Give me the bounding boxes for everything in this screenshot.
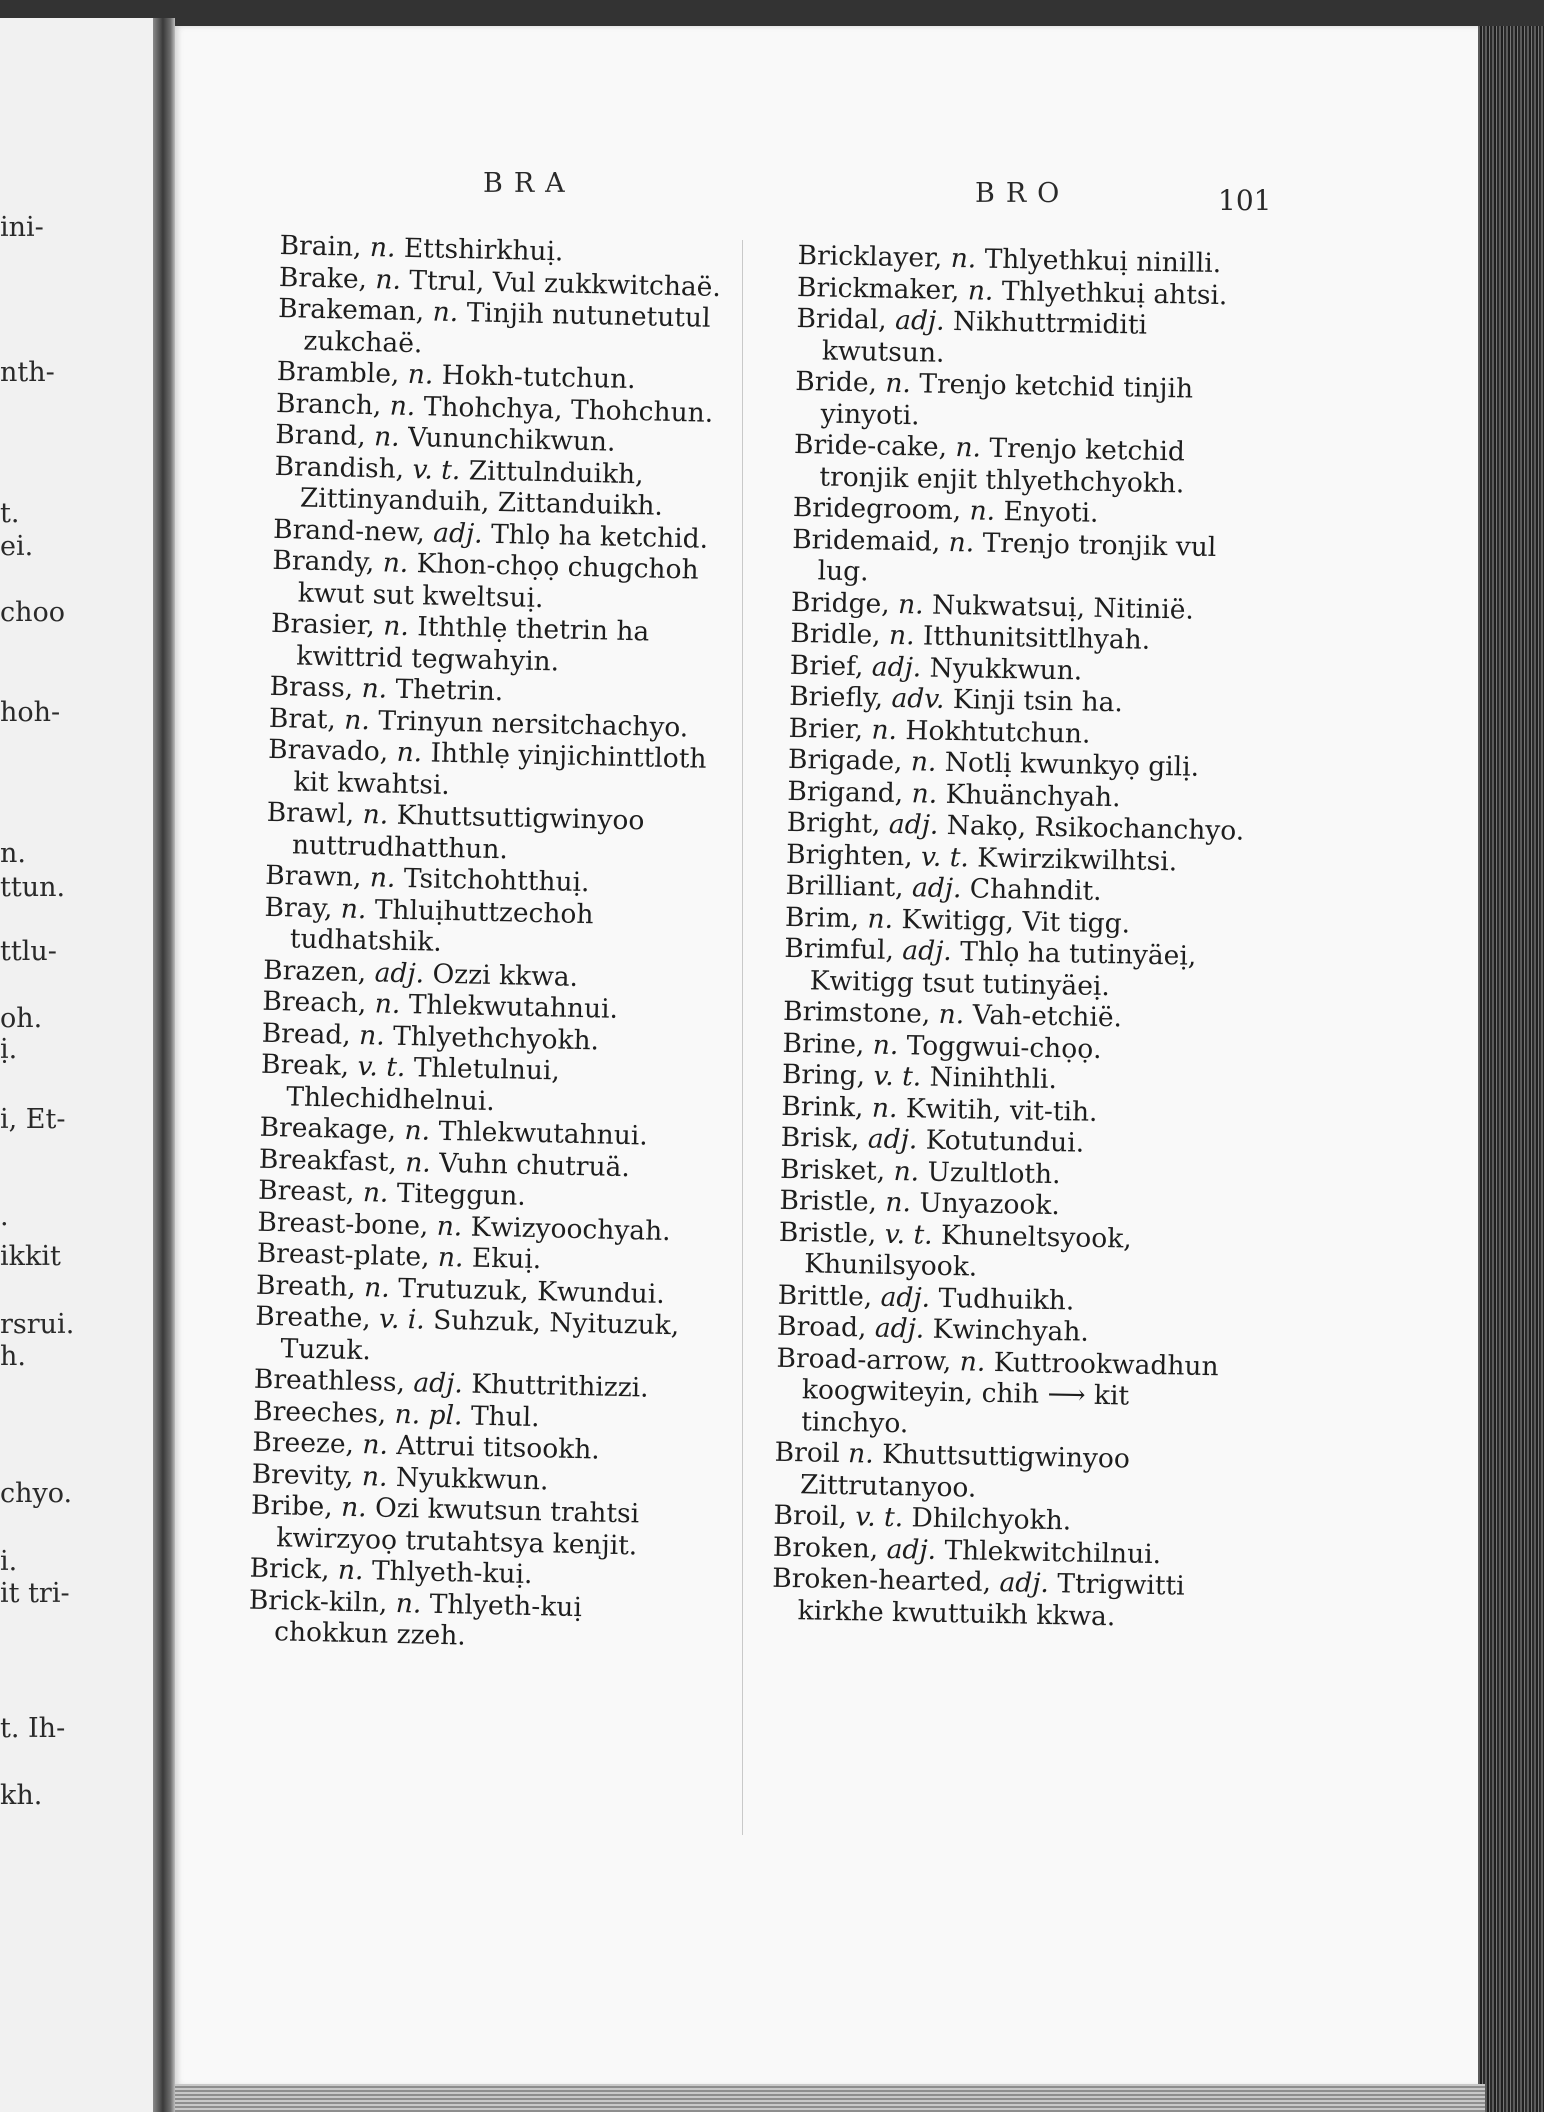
entry-headword: Bridemaid,	[791, 523, 941, 558]
entry-part-of-speech: n.	[955, 432, 982, 464]
entry-headword: Brevity,	[251, 1458, 354, 1492]
entry-definition: Unyazook.	[919, 1187, 1061, 1222]
entry-headword: Brat,	[268, 702, 337, 735]
entry-definition: Titeggun.	[396, 1177, 527, 1212]
entry-part-of-speech: n.	[404, 1146, 432, 1179]
entry-headword: Brisk,	[780, 1121, 860, 1155]
dictionary-entry	[794, 366, 1263, 438]
entry-part-of-speech: adj.	[871, 650, 922, 683]
entry-definition: Hokh-tutchun.	[441, 359, 637, 396]
entry-definition: Nikhuttrmiditi kwutsun.	[821, 305, 1148, 369]
scanner-top-edge	[0, 0, 1544, 26]
entry-part-of-speech: adj.	[911, 872, 962, 905]
entry-headword: Bread,	[261, 1017, 352, 1051]
entry-part-of-speech: adj.	[874, 1312, 925, 1345]
entry-part-of-speech: n.	[362, 1429, 389, 1461]
entry-part-of-speech: n.	[893, 1155, 920, 1187]
entry-definition: Vuhn chutruä.	[438, 1147, 631, 1183]
entry-headword: Bridle,	[790, 617, 881, 651]
entry-part-of-speech: n.	[361, 672, 388, 705]
entry-part-of-speech: adj.	[999, 1567, 1050, 1600]
entry-part-of-speech: n.	[867, 902, 894, 935]
entry-definition: Suhzuk, Nyituzuk, Tuzuk.	[280, 1304, 680, 1366]
dictionary-entry	[778, 1216, 1247, 1288]
entry-part-of-speech: adj.	[867, 1123, 918, 1156]
entry-part-of-speech: n.	[363, 1271, 391, 1304]
entry-definition: Thlọ ha tutinyäeị, Kwitigg tsut tutinyäeị.	[809, 936, 1197, 1002]
entry-part-of-speech: adj.	[888, 808, 939, 841]
entry-part-of-speech: n.	[362, 1177, 389, 1209]
entry-headword: Brisket,	[779, 1153, 886, 1187]
entry-part-of-speech: n.	[938, 998, 965, 1031]
entry-definition: Thlyeth-kuị.	[371, 1555, 533, 1591]
entry-part-of-speech: n.	[967, 274, 994, 307]
entry-headword: Bridal,	[796, 302, 888, 336]
entry-headword: Briefly,	[788, 680, 884, 714]
entry-headword: Brink,	[781, 1090, 864, 1123]
entry-headword: Bristle,	[779, 1184, 878, 1218]
entry-definition: Ninihthli.	[929, 1061, 1058, 1096]
entry-headword: Breast-bone,	[257, 1206, 429, 1242]
entry-part-of-speech: n.	[383, 610, 410, 643]
facing-page-fragment: t. Ih-	[0, 1713, 66, 1744]
page-stack-edge	[1478, 26, 1544, 2112]
entry-headword: Brine,	[782, 1027, 865, 1060]
entry-headword: Brasier,	[270, 607, 376, 642]
facing-page-fragment: hoh-	[0, 697, 61, 728]
entry-definition: Toggwui-chọọ.	[906, 1029, 1102, 1065]
entry-definition: Itthunitsittlhyah.	[922, 620, 1151, 656]
entry-part-of-speech: n.	[404, 1115, 431, 1147]
entry-part-of-speech: n.	[436, 1210, 463, 1242]
entry-headword: Broil,	[773, 1499, 848, 1533]
entry-part-of-speech: adj.	[886, 1533, 937, 1566]
entry-headword: Breeches,	[252, 1395, 387, 1430]
facing-left-page	[0, 18, 160, 2112]
entry-headword: Breast-plate,	[256, 1237, 430, 1273]
entry-headword: Bridge,	[790, 586, 890, 620]
dictionary-entry	[793, 429, 1262, 501]
facing-page-fragment: n.	[0, 838, 26, 869]
entry-definition: Khuneltsyook, Khunilsyook.	[804, 1219, 1133, 1283]
entry-part-of-speech: n.	[437, 1241, 464, 1274]
dictionary-entry	[264, 891, 717, 964]
entry-part-of-speech: n.	[362, 799, 389, 831]
dictionary-entry	[274, 450, 727, 523]
entry-headword: Breakage,	[259, 1111, 397, 1146]
entry-definition: Kuttrookwadhun koogwiteyin, chih ⟶ kit tinchyo.	[801, 1346, 1219, 1439]
entry-definition: Khuttsuttigwinyoo Zittrutanyoo.	[799, 1438, 1131, 1504]
facing-page-fragment: choo	[0, 597, 66, 628]
entry-definition: Thlyethkuị ninilli.	[984, 243, 1222, 280]
entry-definition: Thlekwutahnui.	[438, 1115, 649, 1152]
entry-headword: Brandy,	[272, 544, 375, 579]
entry-definition: Kwinchyah.	[932, 1313, 1090, 1348]
facing-page-fragment: i.	[0, 1546, 18, 1577]
entry-definition: Ettshirkhuị.	[403, 232, 564, 268]
entry-part-of-speech: n.	[369, 862, 396, 894]
entry-headword: Brain,	[279, 230, 362, 263]
entry-headword: Brier,	[788, 712, 864, 745]
entry-definition: Trenjo ketchid tinjih yinyoti.	[820, 368, 1194, 431]
entry-definition: Notlị kwunkyọ gilị.	[944, 746, 1200, 783]
entry-definition: Trutuzuk, Kwundui.	[397, 1272, 666, 1310]
entry-headword: Broil	[774, 1436, 841, 1470]
right-running-head: BRO	[975, 178, 1071, 209]
entry-definition: Thlekwutahnui.	[408, 989, 619, 1025]
entry-part-of-speech: adv.	[891, 682, 945, 715]
entry-part-of-speech: adj.	[880, 1281, 931, 1314]
entry-definition: Nyukkwun.	[395, 1461, 549, 1496]
facing-page-fragment: ttun.	[0, 872, 66, 903]
entry-headword: Brake,	[278, 261, 368, 295]
dictionary-entry	[266, 797, 719, 870]
facing-page-fragment: kh.	[0, 1780, 43, 1811]
entry-part-of-speech: n.	[396, 736, 423, 769]
left-running-head: BRA	[483, 168, 576, 199]
entry-headword: Brazen,	[262, 954, 367, 988]
entry-part-of-speech: v. t.	[884, 1218, 933, 1251]
entry-part-of-speech: n.	[897, 588, 924, 620]
entry-part-of-speech: n.	[847, 1438, 874, 1470]
entry-part-of-speech: v. t.	[412, 453, 461, 486]
entry-headword: Bridegroom,	[792, 491, 962, 527]
entry-definition: Nyukkwun.	[929, 652, 1083, 687]
entry-definition: Thlyeth-kuị chokkun zzeh.	[273, 1588, 583, 1652]
entry-definition: Kwitigg, Vit tigg.	[901, 903, 1131, 939]
entry-headword: Brass,	[269, 670, 354, 704]
entry-headword: Breakfast,	[258, 1143, 398, 1178]
entry-headword: Bright,	[786, 806, 881, 840]
entry-definition: Ttrul, Vul zukkwitchaë.	[409, 264, 722, 303]
entry-part-of-speech: n.	[358, 1019, 386, 1052]
entry-part-of-speech: n.	[885, 367, 912, 400]
facing-page-fragment: ttlu-	[0, 936, 57, 967]
entry-headword: Bride-cake,	[793, 428, 948, 463]
entry-definition: Thletulnui, Thlechidhelnui.	[285, 1052, 561, 1117]
entry-definition: Kinji tsin ha.	[952, 684, 1124, 719]
facing-page-fragment: ei.	[0, 531, 34, 562]
entry-definition: Trenjo tronjik vul lug.	[817, 527, 1217, 588]
entry-part-of-speech: n.	[911, 777, 938, 810]
entry-part-of-speech: adj.	[902, 935, 953, 968]
entry-part-of-speech: n.	[948, 526, 975, 558]
facing-page-fragment: t.	[0, 498, 20, 529]
dictionary-entry	[775, 1342, 1245, 1445]
entry-definition: Ozzi kkwa.	[432, 958, 579, 993]
entry-part-of-speech: v. t.	[920, 840, 970, 873]
dictionary-entry	[771, 1563, 1240, 1635]
entry-headword: Brick,	[249, 1552, 330, 1586]
entry-headword: Bramble,	[276, 355, 400, 390]
entry-definition: Thetrin.	[395, 673, 504, 708]
entry-definition: Thohchya, Thohchun.	[423, 390, 714, 429]
entry-definition: Thlyethchyokh.	[392, 1020, 600, 1056]
entry-part-of-speech: n.	[340, 893, 367, 925]
facing-page-fragment: it tri-	[0, 1578, 70, 1609]
entry-definition: Nakọ, Rsikochanchyo.	[946, 809, 1245, 847]
dictionary-entry	[267, 734, 720, 807]
entry-headword: Bravado,	[267, 733, 389, 768]
facing-page-fragment: chyo.	[0, 1478, 73, 1509]
column-divider	[742, 240, 743, 1835]
entry-part-of-speech: v. i.	[378, 1303, 426, 1336]
left-dictionary-column	[248, 230, 732, 1657]
entry-part-of-speech: n.	[395, 1587, 422, 1620]
entry-headword: Breath,	[255, 1269, 357, 1303]
entry-headword: Bribe,	[250, 1489, 334, 1523]
entry-headword: Broken,	[772, 1531, 879, 1565]
entry-definition: Hokhtutchun.	[905, 714, 1091, 750]
entry-definition: Iththlẹ thetrin ha kwittrid tegwahyin.	[295, 611, 650, 677]
dictionary-entry	[250, 1490, 703, 1563]
entry-part-of-speech: n.	[375, 263, 402, 296]
entry-part-of-speech: n.	[344, 704, 371, 736]
entry-part-of-speech: n.	[373, 421, 401, 453]
entry-definition: Ekuị.	[471, 1242, 542, 1276]
entry-part-of-speech: n. pl.	[394, 1398, 463, 1431]
dictionary-entry	[248, 1584, 701, 1657]
entry-headword: Brighten,	[785, 838, 913, 872]
entry-headword: Brilliant,	[785, 869, 904, 904]
entry-definition: Ozi kwutsun trahtsi kwirzyoọ trutahtsya kenjit.	[275, 1492, 640, 1561]
entry-definition: Vah-etchië.	[972, 999, 1123, 1034]
entry-definition: Attrui titsookh.	[396, 1429, 601, 1466]
entry-part-of-speech: v. t.	[855, 1501, 904, 1534]
entry-part-of-speech: n.	[885, 1186, 912, 1219]
entry-part-of-speech: n.	[361, 1460, 388, 1493]
entry-headword: Breach,	[262, 985, 367, 1020]
entry-definition: Chahndit.	[969, 873, 1102, 907]
entry-part-of-speech: n.	[872, 1029, 899, 1061]
entry-headword: Breeze,	[252, 1426, 355, 1460]
facing-page-fragment: ini-	[0, 212, 44, 243]
entry-definition: Kwitih, vit-tih.	[905, 1092, 1098, 1128]
entry-definition: Trinyun nersitchachyo.	[377, 704, 689, 743]
facing-page-fragment: ị.	[0, 1034, 18, 1065]
entry-headword: Brawn,	[265, 859, 362, 894]
entry-part-of-speech: n.	[389, 390, 416, 422]
entry-part-of-speech: n.	[374, 988, 401, 1020]
entry-headword: Brakeman,	[277, 292, 425, 328]
entry-headword: Brim,	[784, 901, 860, 934]
entry-definition: Khon-chọọ chugchoh kwut sut kweltsuị.	[297, 548, 699, 614]
entry-part-of-speech: n.	[337, 1554, 364, 1587]
facing-page-fragment: h.	[0, 1341, 26, 1372]
dictionary-entry	[260, 1049, 713, 1122]
entry-definition: Ihthlẹ yinjichinttloth kit kwahtsi.	[293, 737, 707, 801]
facing-page-fragment: i, Et-	[0, 1104, 66, 1135]
page-stack-bottom	[175, 2084, 1485, 2112]
entry-part-of-speech: n.	[871, 1092, 898, 1124]
entry-definition: Dhilchyokh.	[911, 1502, 1072, 1537]
dictionary-entry	[271, 545, 724, 618]
entry-definition: Thlyethkuị ahtsi.	[1001, 275, 1228, 311]
entry-definition: Vununchikwun.	[407, 421, 616, 458]
entry-definition: Zittulnduikh, Zittinyanduih, Zittanduikh.	[299, 454, 664, 522]
dictionary-entry	[277, 293, 730, 366]
entry-part-of-speech: n.	[369, 232, 396, 264]
entry-headword: Broad-arrow,	[776, 1342, 952, 1377]
entry-headword: Brawl,	[266, 796, 355, 830]
entry-definition: Kotutundui.	[925, 1124, 1085, 1159]
entry-headword: Brickmaker,	[796, 271, 960, 306]
entry-part-of-speech: v. t.	[357, 1050, 406, 1084]
entry-headword: Breathe,	[254, 1300, 372, 1335]
entry-part-of-speech: n.	[959, 1345, 986, 1378]
dictionary-entry	[783, 933, 1252, 1005]
dictionary-entry	[796, 303, 1265, 375]
facing-page-fragment: oh.	[0, 1003, 43, 1034]
entry-headword: Bray,	[264, 891, 333, 924]
right-dictionary-column	[771, 240, 1266, 1635]
entry-definition: Thul.	[470, 1400, 540, 1433]
dictionary-entry	[270, 608, 723, 681]
entry-definition: Khuttrithizzi.	[470, 1368, 649, 1404]
entry-definition: Khuttsuttigwinyoo nuttrudhatthun.	[291, 799, 645, 865]
facing-page-fragment: ikkit	[0, 1241, 61, 1272]
entry-definition: Khuänchyah.	[945, 778, 1121, 813]
entry-headword: Broken-hearted,	[772, 1562, 992, 1598]
facing-page-fragment: rsrui.	[0, 1309, 75, 1340]
entry-headword: Bride,	[794, 365, 878, 399]
page-number: 101	[1218, 184, 1272, 217]
entry-definition: Tudhuikh.	[938, 1282, 1075, 1316]
entry-definition: Tsitchohtthuị.	[403, 862, 590, 899]
entry-part-of-speech: n.	[888, 619, 915, 652]
entry-definition: Trenjo ketchid tronjik enjit thlyethchyokh.	[819, 432, 1186, 499]
book-gutter	[153, 18, 175, 2112]
entry-headword: Brigand,	[787, 775, 904, 809]
entry-part-of-speech: n.	[910, 746, 937, 778]
entry-part-of-speech: adj.	[894, 304, 945, 337]
entry-headword: Bristle,	[778, 1216, 877, 1250]
facing-page-fragment: nth-	[0, 357, 55, 388]
entry-part-of-speech: v. t.	[873, 1060, 922, 1093]
entry-part-of-speech: n.	[382, 547, 409, 579]
entry-definition: Kwizyoochyah.	[470, 1211, 672, 1247]
entry-definition: Tinjih nutunetutul zukchaë.	[303, 297, 711, 359]
entry-headword: Branch,	[275, 387, 382, 421]
entry-definition: Ttrigwitti kirkhe kwuttuikh kkwa.	[797, 1568, 1185, 1632]
entry-part-of-speech: adj.	[374, 956, 425, 989]
entry-headword: Brandish,	[274, 450, 405, 485]
entry-part-of-speech: n.	[407, 358, 434, 391]
entry-definition: Thluịhuttzechoh tudhatshik.	[289, 893, 594, 958]
entry-headword: Brimful,	[784, 932, 895, 966]
entry-headword: Brimstone,	[782, 995, 931, 1030]
entry-definition: Uzultloth.	[927, 1156, 1061, 1190]
facing-page-fragment: .	[0, 1201, 9, 1232]
entry-part-of-speech: n.	[340, 1491, 368, 1524]
entry-definition: Enyoti.	[1003, 495, 1099, 529]
entry-part-of-speech: adj.	[413, 1367, 464, 1400]
entry-part-of-speech: n.	[950, 242, 977, 275]
dictionary-entry	[254, 1301, 707, 1374]
entry-headword: Brigade,	[787, 743, 903, 778]
entry-headword: Brand,	[275, 418, 367, 452]
dictionary-entry	[774, 1437, 1243, 1509]
entry-part-of-speech: n.	[432, 296, 459, 329]
entry-headword: Breathless,	[253, 1363, 406, 1399]
entry-headword: Broad,	[776, 1310, 867, 1344]
entry-headword: Brittle,	[777, 1279, 873, 1313]
entry-part-of-speech: n.	[871, 714, 898, 746]
entry-headword: Break,	[260, 1048, 350, 1082]
dictionary-entry	[791, 523, 1260, 595]
entry-headword: Brand-new,	[272, 513, 426, 548]
entry-definition: Thlekwitchilnui.	[944, 1534, 1162, 1570]
entry-headword: Brief,	[789, 649, 864, 682]
entry-part-of-speech: n.	[969, 495, 996, 527]
entry-headword: Breast,	[257, 1174, 355, 1208]
entry-headword: Bring,	[781, 1058, 866, 1092]
entry-part-of-speech: adj.	[432, 517, 483, 550]
entry-definition: Kwirzikwilhtsi.	[976, 842, 1178, 877]
entry-headword: Brick-kiln,	[248, 1584, 388, 1619]
entry-definition: Nukwatsuị, Nitinië.	[931, 589, 1195, 626]
entry-headword: Bricklayer,	[797, 240, 943, 274]
entry-definition: Thlọ ha ketchid.	[490, 518, 709, 555]
